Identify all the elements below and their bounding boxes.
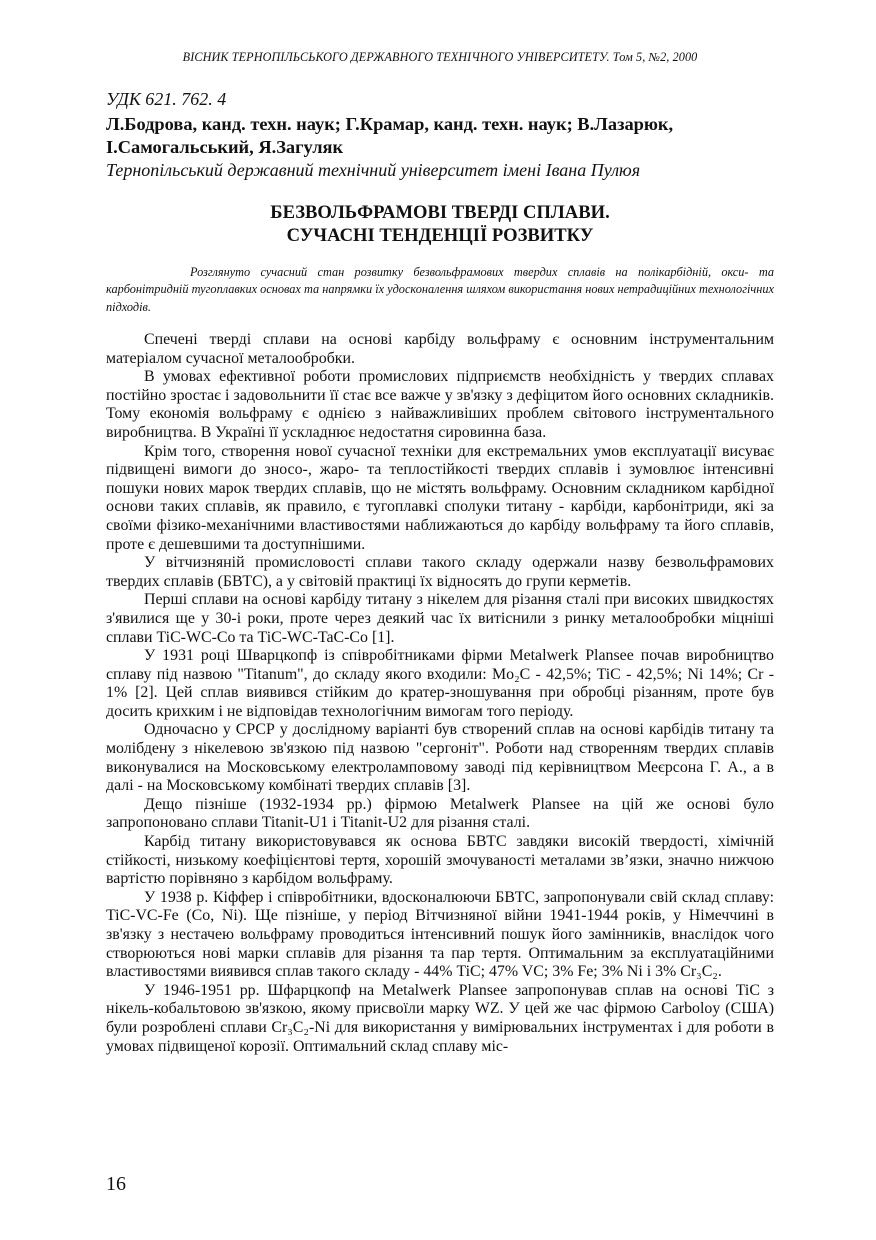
paragraph: Дещо пізніше (1932-1934 рр.) фірмою Metalwerk Plansee на цій же основі було запропоновано сплави Titanit-U1 і Titanit-U2 для різання сталі. xyxy=(106,795,774,832)
paragraph: Крім того, створення нової сучасної техніки для екстремальних умов експлуатації висуває підвищені вимоги до зносо-, жаро- та теплостійкості твердих сплавів і зумовлює інтенсивні пошуки нових марок твердих сплавів, що не містять вольфраму. Основним складником карбідної основи таких сплавів, як правило, є тугоплавкі сполуки титану - карбіди, карбонітриди, які за своїми фізико-механічними властивостями наближаються до карбіду вольфраму та його сплавів, проте є дешевшими та доступнішими. xyxy=(106,442,774,553)
title-line-1: БЕЗВОЛЬФРАМОВІ ТВЕРДІ СПЛАВИ. xyxy=(270,202,610,223)
paragraph: Спечені тверді сплави на основі карбіду вольфраму є основним інструментальним матеріалом сучасної металообробки. xyxy=(106,331,774,367)
paragraph: У 1946-1951 рр. Шфарцкопф на Metalwerk Plansee запропонував сплав на основі TiC з нікель-кобальтовою зв'язкою, якому присвоїли марку WZ. У цей же час фірмою Carboloy (США) були розроблені сплави Cr₃C₂-Ni для використання у вимірювальних інструментах і для роботи в умовах підвищеної корозії. Оптимальний склад сплаву міс- xyxy=(106,981,774,1055)
article-body xyxy=(106,331,774,1056)
paragraph: Перші сплави на основі карбіду титану з нікелем для різання сталі при високих швидкостях з'явилися ще у 30-і роки, проте через деякий час їх витіснили з ринку металообробки міцніші сплави TiC-WC-Co та TiC-WC-TaC-Co [1]. xyxy=(106,591,774,646)
article-title xyxy=(106,201,774,247)
document-page xyxy=(106,0,774,1240)
page-number: 16 xyxy=(106,1173,126,1195)
journal-header: ВІСНИК ТЕРНОПІЛЬСЬКОГО ДЕРЖАВНОГО ТЕХНІЧНОГО УНІВЕРСИТЕТУ. Том 5, №2, 2000 xyxy=(182,50,698,64)
authors: Л.Бодрова, канд. техн. наук; Г.Крамар, канд. техн. наук; В.Лазарюк, І.Самогальський, Я.Загуляк xyxy=(106,114,674,157)
paragraph: У 1938 р. Кіффер і співробітники, вдосконалюючи БВТС, запропонували свій склад сплаву: TiC-VC-Fe (Co, Ni). Ще пізніше, у період Вітчизняної війни 1941-1944 років, у Німеччині в зв'язку з нестачею вольфраму проводиться інтенсивний пошук його замінників, внаслідок чого створюються нові марки сплавів для різання та пар тертя. Оптимальним за експлуатаційними властивостями виявився сплав такого складу - 44% TiC; 47% VC; 3% Fe; 3% Ni і 3% Cr₃C₂. xyxy=(106,888,774,981)
affiliation: Тернопільський державний технічний університет імені Івана Пулюя xyxy=(106,160,641,180)
udk-code: УДК 621. 762. 4 xyxy=(106,89,227,109)
abstract: Розглянуто сучасний стан розвитку безвольфрамових твердих сплавів на полікарбідній, окси- та карбонітридній тугоплавких основах та напрямки їх удосконалення шляхом використання нових нетрадиційних технологічних підходів. xyxy=(106,265,774,314)
paragraph: У вітчизняній промисловості сплави такого складу одержали назву безвольфрамових твердих сплавів (БВТС), а у світовій практиці їх відносять до групи керметів. xyxy=(106,554,774,590)
title-line-2: СУЧАСНІ ТЕНДЕНЦІЇ РОЗВИТКУ xyxy=(286,225,594,246)
paragraph: Одночасно у СРСР у дослідному варіанті був створений сплав на основі карбідів титану та молібдену з нікелевою зв'язкою під назвою "сергоніт". Роботи над створенням твердих сплавів виконувалися на Московському електроламповому заводі під керівництвом Меєрсона Г. А., а в далі - на Московському комбінаті твердих сплавів [3]. xyxy=(106,721,774,795)
paragraph: У 1931 році Шварцкопф із співробітниками фірми Metalwerk Plansee почав виробництво сплаву під назвою "Titanum", до складу якого входили: Mo₂C - 42,5%; TiC - 42,5%; Ni 14%; Cr - 1% [2]. Цей сплав виявився стійким до кратер-зношування при обробці різанням, проте був досить крихким і не відповідав технологічним вимогам того періоду. xyxy=(106,647,774,720)
paragraph: В умовах ефективної роботи промислових підприємств необхідність у твердих сплавах постійно зростає і задовольнити її стає все важче у зв'язку з дефіцитом його основних складників. Тому економія вольфраму є однією з найважливіших проблем світового інструментального виробництва. В Україні її ускладнює недостатня сировинна база. xyxy=(106,368,774,441)
paragraph: Карбід титану використовувався як основа БВТС завдяки високій твердості, хімічній стійкості, низькому коефіцієнтові тертя, хорошій змочуваності металами зв’язки, значно нижчою вартістю порівняно з карбідом вольфраму. xyxy=(106,833,774,888)
